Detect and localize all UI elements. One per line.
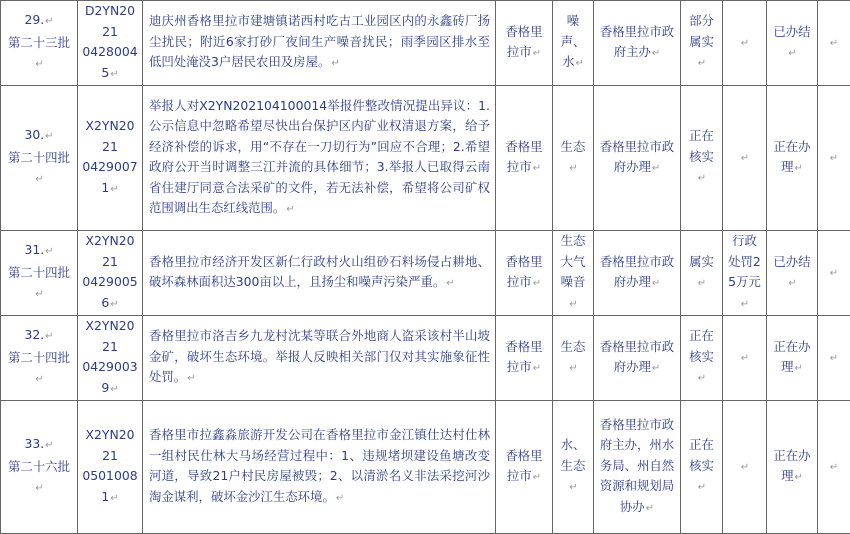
status-cell: 已办结↵ (767, 1, 818, 86)
end-cell: ↵ (818, 231, 850, 316)
case-code-cell: X2YN2021 05010081↵ (78, 401, 143, 534)
end-cell: ↵ (818, 401, 850, 534)
table-row (1, 401, 850, 534)
case-code-cell: D2YN2021 04280045↵ (78, 1, 143, 86)
region-cell: 香格里拉市↵ (496, 401, 553, 534)
complaint-description: 香格里市拉鑫淼旅游开发公司在香格里拉市金江镇仕达村仕林一组村民仕林大马场经营过程中：1、违规堵坝建设鱼塘改变河道，导致21户村民房屋被毁；2、以清淤名义非法采挖河沙淘金谋利，破坏金沙江生态环境。↵ (143, 401, 496, 534)
pollution-type-cell: 生态↵ (553, 316, 594, 401)
verification-cell: 正在核实↵ (681, 86, 723, 231)
complaint-description: 香格里拉市经济开发区新仁行政村火山组砂石料场侵占耕地、破坏森林面积达300亩以上，且扬尘和噪声污染严重。↵ (143, 231, 496, 316)
responsible-dept-cell: 香格里拉市政府主办，州水务局、州自然资源和规划局协办↵ (594, 401, 681, 534)
penalty-cell: ↵ (723, 1, 767, 86)
complaint-description: 迪庆州香格里拉市建塘镇诺西村吃古工业园区内的永鑫砖厂扬尘扰民；附近6家打砂厂夜间生产噪音扰民；雨季园区排水至低凹处淹没3户居民农田及房屋。↵ (143, 1, 496, 86)
region-cell: 香格里拉市↵ (496, 231, 553, 316)
region-cell: 香格里拉市↵ (496, 316, 553, 401)
responsible-dept-cell: 香格里拉市政府办理↵ (594, 231, 681, 316)
status-cell: 已办结↵ (767, 231, 818, 316)
table-row (1, 86, 850, 231)
complaint-description: 香格里拉市洛吉乡九龙村沈某等联合外地商人盗采该村半山坡金矿，破坏生态环境。举报人反映相关部门仅对其实施象征性处罚。↵ (143, 316, 496, 401)
verification-cell: 正在核实↵ (681, 316, 723, 401)
case-code-cell: X2YN2021 04290071↵ (78, 86, 143, 231)
complaint-description: 举报人对X2YN202104100014举报件整改情况提出异议：1.公示信息中忽略希望尽快出台保护区内矿业权清退方案，给予经济补偿的诉求，用“不存在一刀切行为”回应不合理；2.希望政府公开当时调整三江并流的具体细节；3.举报人已取得云南省住建厅同意合法采矿的文件，若无法补偿，希望将公司矿权范围调出生态红线范围。↵ (143, 86, 496, 231)
case-code-cell: X2YN2021 04290056↵ (78, 231, 143, 316)
pollution-type-cell: 噪声、水↵ (553, 1, 594, 86)
serial-cell: 32.↵ 第二十四批↵ (1, 316, 78, 401)
end-cell: ↵ (818, 1, 850, 86)
penalty-cell: ↵ (723, 401, 767, 534)
responsible-dept-cell: 香格里拉市政府办理↵ (594, 316, 681, 401)
serial-cell: 31.↵ 第二十四批↵ (1, 231, 78, 316)
penalty-cell: 行政处罚25万元↵ (723, 231, 767, 316)
penalty-cell: ↵ (723, 86, 767, 231)
case-code-cell: X2YN2021 04290039↵ (78, 316, 143, 401)
responsible-dept-cell: 香格里拉市政府主办↵ (594, 1, 681, 86)
pollution-type-cell: 水、生态↵ (553, 401, 594, 534)
verification-cell: 部分属实↵ (681, 1, 723, 86)
region-cell: 香格里拉市↵ (496, 86, 553, 231)
pollution-type-cell: 生态↵ (553, 86, 594, 231)
verification-cell: 正在核实↵ (681, 401, 723, 534)
responsible-dept-cell: 香格里拉市政府办理↵ (594, 86, 681, 231)
end-cell: ↵ (818, 316, 850, 401)
serial-cell: 33.↵ 第二十六批↵ (1, 401, 78, 534)
pollution-type-cell: 生态大气噪音↵ (553, 231, 594, 316)
serial-cell: 29.↵ 第二十三批↵ (1, 1, 78, 86)
status-cell: 正在办理↵ (767, 401, 818, 534)
verification-cell: 属实↵ (681, 231, 723, 316)
table-row (1, 316, 850, 401)
status-cell: 正在办理↵ (767, 86, 818, 231)
table-row (1, 1, 850, 86)
status-cell: 正在办理↵ (767, 316, 818, 401)
end-cell: ↵ (818, 86, 850, 231)
serial-cell: 30.↵ 第二十四批↵ (1, 86, 78, 231)
table-row (1, 231, 850, 316)
penalty-cell: ↵ (723, 316, 767, 401)
region-cell: 香格里拉市↵ (496, 1, 553, 86)
